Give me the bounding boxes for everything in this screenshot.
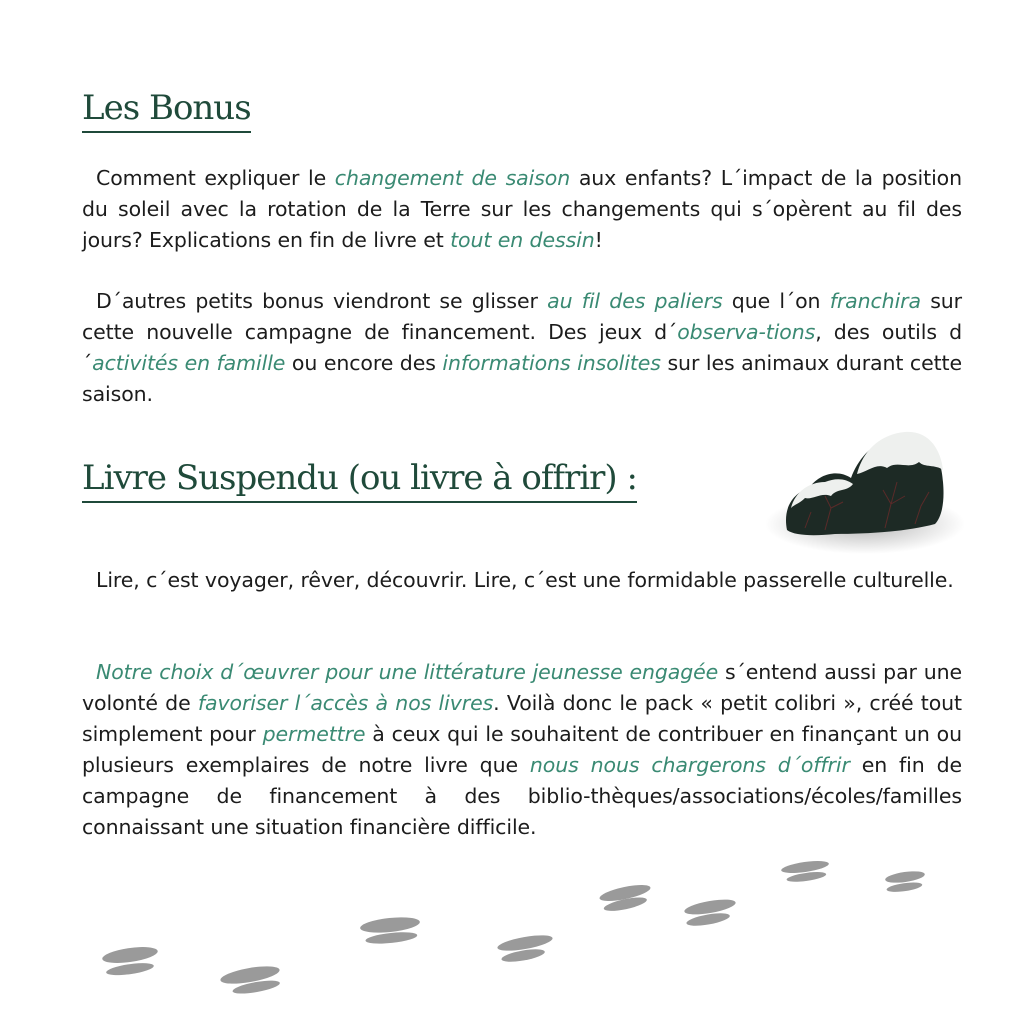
section-title-livre-suspendu-text: Livre Suspendu (ou livre à offrir) :: [82, 458, 637, 498]
highlighted-text: Notre choix d´œuvrer pour une littérature jeunesse engagée: [96, 660, 719, 684]
footprint-icon: [496, 932, 555, 964]
body-text: à ceux qui le souhaitent de contribuer en finançant un ou plusieurs exemplaires de notre livre que: [82, 722, 962, 777]
title-underline: [82, 501, 637, 503]
body-text: que l´on: [722, 289, 830, 313]
highlighted-text: franchira: [829, 289, 921, 313]
highlighted-text: tout en dessin: [450, 228, 595, 252]
section-title-bonus-text: Les Bonus: [82, 88, 251, 128]
title-underline: [82, 131, 251, 133]
footprint-icon: [598, 882, 653, 914]
highlighted-text: nous nous chargerons d´offrir: [529, 753, 850, 777]
footprint-icon: [683, 897, 738, 929]
footprint-icon: [884, 869, 926, 893]
highlighted-text: activités en famille: [92, 351, 286, 375]
body-text: !: [594, 228, 603, 252]
body-text: sur cette nouvelle campagne de financement. Des jeux d´: [82, 289, 963, 344]
highlighted-text: observa-tions: [677, 320, 816, 344]
body-text: . Voilà donc le pack « petit colibri », créé tout simplement pour: [82, 691, 962, 746]
body-text: Lire, c´est voyager, rêver, découvrir. Lire, c´est une formidable passerelle culturelle.: [96, 568, 954, 592]
bonus-paragraph-2: [82, 286, 962, 410]
highlighted-text: informations insolites: [442, 351, 661, 375]
section-title-bonus: [82, 88, 251, 133]
highlighted-text: changement de saison: [334, 166, 571, 190]
snow-covered-rocks-illustration: [765, 412, 970, 560]
footprint-icon: [101, 944, 160, 978]
footprint-icon: [359, 915, 421, 946]
footprint-icon: [219, 963, 282, 998]
bonus-paragraph-1: [82, 163, 962, 256]
livre-suspendu-paragraph-2: [82, 657, 962, 843]
livre-suspendu-paragraph-1: [82, 565, 962, 596]
body-text: , des outils d´: [82, 320, 962, 375]
body-text: sur les animaux durant cette saison.: [82, 351, 963, 406]
body-text: ou encore des: [285, 351, 443, 375]
footprint-icon: [781, 859, 831, 884]
section-title-livre-suspendu: [82, 458, 637, 503]
body-text: Comment expliquer le: [96, 166, 335, 190]
animal-footprints-illustration: [100, 855, 930, 1005]
body-text: s´entend aussi par une volonté de: [82, 660, 963, 715]
highlighted-text: au fil des paliers: [547, 289, 723, 313]
body-text: D´autres petits bonus viendront se glisser: [96, 289, 548, 313]
body-text: en fin de campagne de financement à des biblio-thèques/associations/écoles/familles connaissant une situation financière difficile.: [82, 753, 962, 839]
highlighted-text: permettre: [262, 722, 366, 746]
highlighted-text: favoriser l´accès à nos livres: [197, 691, 494, 715]
body-text: aux enfants? L´impact de la position du soleil avec la rotation de la Terre sur les changements qui s´opèrent au fil des jours? Explications en fin de livre et: [82, 166, 963, 252]
